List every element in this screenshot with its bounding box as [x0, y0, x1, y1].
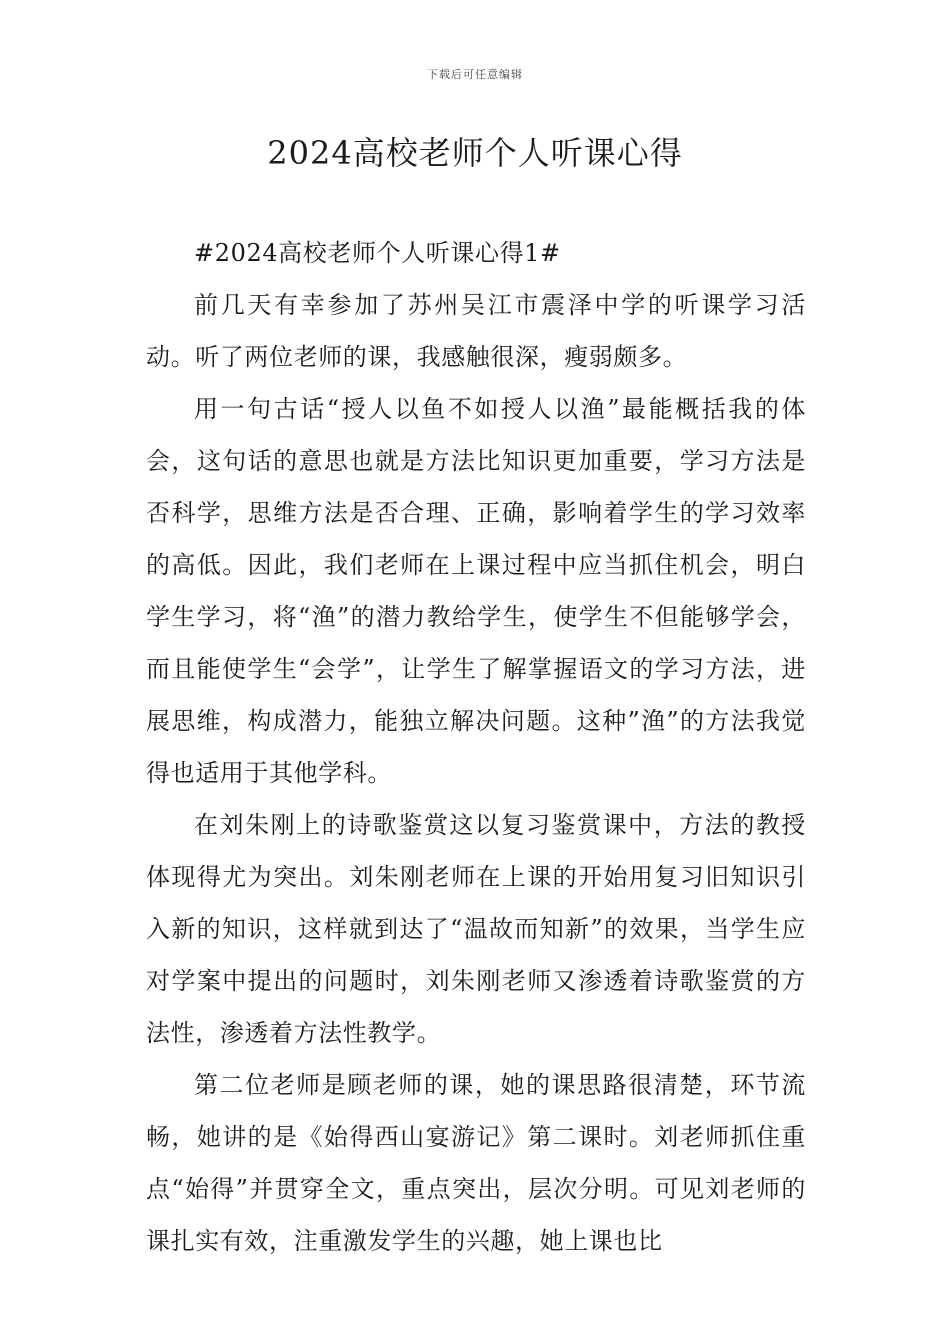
paragraph: 前几天有幸参加了苏州吴江市震泽中学的听课学习活动。听了两位老师的课，我感触很深，瘦弱颇多。 — [146, 291, 806, 371]
header-note: 下载后可任意编辑 — [427, 68, 523, 81]
document-title: 2024高校老师个人听课心得 — [267, 134, 683, 172]
document-body — [146, 227, 806, 1267]
paragraph: 第二位老师是顾老师的课，她的课思路很清楚，环节流畅，她讲的是《始得西山宴游记》第二课时。刘老师抓住重点“始得”并贯穿全文，重点突出，层次分明。可见刘老师的课扎实有效，注重激发学生的兴趣，她上课也比 — [146, 1071, 806, 1255]
section-heading: #2024高校老师个人听课心得1# — [194, 239, 561, 267]
paragraph: 在刘朱刚上的诗歌鉴赏这以复习鉴赏课中，方法的教授体现得尤为突出。刘朱刚老师在上课的开始用复习旧知识引入新的知识，这样就到达了“温故而知新”的效果，当学生应对学案中提出的问题时，刘朱刚老师又渗透着诗歌鉴赏的方法性，渗透着方法性教学。 — [146, 811, 806, 1047]
paragraph: 用一句古话“授人以鱼不如授人以渔”最能概括我的体会，这句话的意思也就是方法比知识更加重要，学习方法是否科学，思维方法是否合理、正确，影响着学生的学习效率的高低。因此，我们老师在上课过程中应当抓住机会，明白学生学习，将“渔”的潜力教给学生，使学生不但能够学会，而且能使学生“会学”，让学生了解掌握语文的学习方法，进展思维，构成潜力，能独立解决问题。这种”渔”的方法我觉得也适用于其他学科。 — [146, 395, 806, 787]
